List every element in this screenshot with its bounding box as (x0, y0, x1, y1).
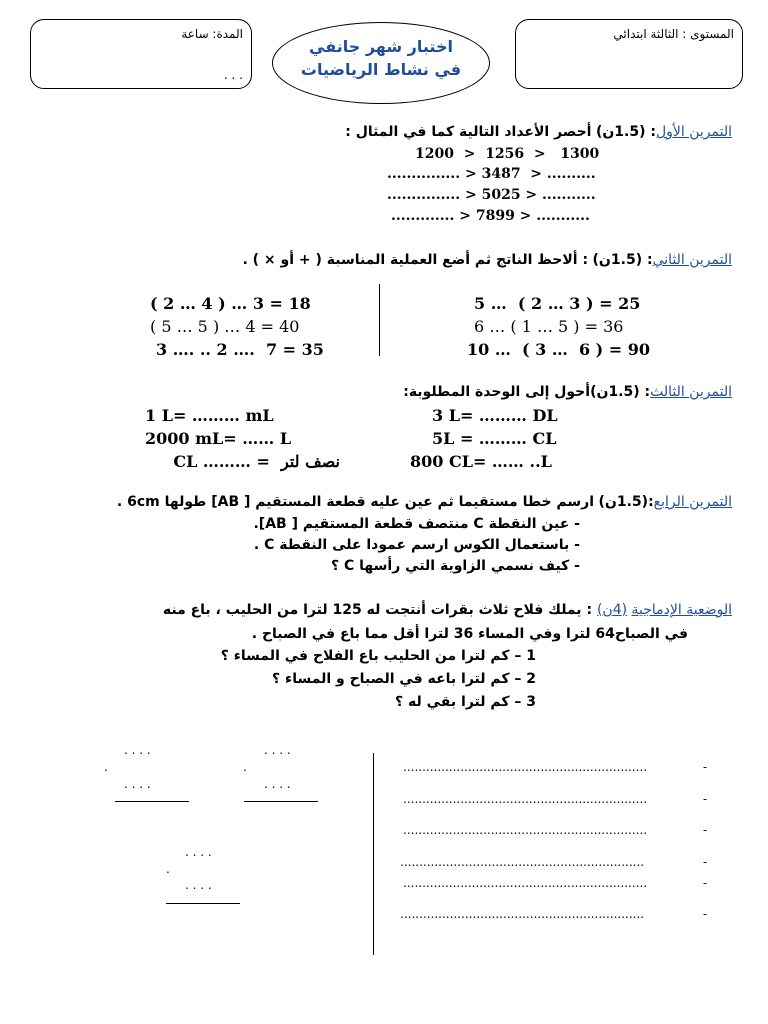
situation-question-3: 3 – كم لترا بقي له ؟ (395, 694, 536, 710)
ex3-label: التمرين الثالث (650, 384, 732, 400)
answer-line-4[interactable]: ................................................................ (400, 855, 645, 869)
ex2-right-1: 5 … ( 2 … 3 ) = 25 (474, 294, 641, 313)
situation-label: الوضعية الإدماجية (631, 602, 732, 618)
answer-line-2[interactable]: ................................................................ (403, 792, 648, 806)
ex2-right-3: 10 … ( 3 … 6 ) = 90 (467, 340, 651, 359)
answer-dash-5: - (703, 876, 708, 890)
answer-line-1[interactable]: ................................................................ (403, 760, 648, 774)
answer-dash-4: - (703, 855, 708, 869)
ex2-left-3: 3 …. .. 2 …. 7 = 35 (156, 340, 324, 359)
ex4-item-1: - عين النقطة C منتصف قطعة المستقيم [ AB]. (253, 516, 580, 532)
calc-2-rule (244, 801, 318, 802)
ex1-heading (345, 124, 732, 140)
ex3-left-2: 2000 mL= …… L (145, 429, 292, 448)
duration-box (30, 19, 252, 89)
ex2-divider (379, 284, 380, 356)
calc-3-bottom: . . . . (185, 878, 212, 892)
answer-line-3[interactable]: ................................................................ (403, 823, 648, 837)
ex1-label: التمرين الأول (655, 124, 732, 140)
situation-heading (163, 602, 732, 618)
situation-text-1: يملك فلاح ثلاث بقرات أنتجت له 125 لترا من الحليب ، باع منه (162, 602, 582, 618)
ex3-right-1: 3 L= ……… DL (432, 406, 558, 425)
situation-question-2: 2 – كم لترا باعه في الصباح و المساء ؟ (272, 671, 536, 687)
calc-1-top: . . . . (124, 743, 151, 757)
ex2-right-2: 6 … ( 1 … 5 ) = 36 (474, 317, 624, 336)
calc-2-bottom: . . . . (264, 777, 291, 791)
answer-dash-3: - (703, 823, 708, 837)
ex3-instruction: أحول إلى الوحدة المطلوبة: (403, 384, 591, 400)
ex2-score: : (1.5ن) (592, 252, 653, 268)
calc-3-rule (166, 903, 240, 904)
calc-3-top: . . . . (185, 845, 212, 859)
ex2-left-2: ( 5 … 5 ) … 4 = 40 (150, 317, 300, 336)
ex2-label: التمرين الثاني (652, 252, 732, 268)
answer-dash-2: - (703, 792, 708, 806)
level-box (515, 19, 743, 89)
situation-text-2: في الصباح64 لترا وفي المساء 36 لترا أقل مما باع في الصباح . (251, 626, 688, 642)
ex3-score: : (1.5ن) (590, 384, 651, 400)
duration-text: المدة: ساعة (181, 27, 243, 41)
ex1-instruction: أحصر الأعداد التالية كما في المثال : (345, 124, 592, 140)
ex2-instruction: : ألاحظ الناتج ثم أضع العملية المناسبة ( + أو × ) . (242, 252, 589, 268)
ex2-heading (242, 252, 732, 268)
situation-score: (4ن) (596, 602, 628, 618)
answer-dash-1: - (703, 760, 708, 774)
calc-2-op: . (243, 760, 247, 774)
title-line1: اختبار شهر جانفي (309, 37, 453, 56)
situation-colon: : (581, 602, 597, 618)
calc-2-top: . . . . (264, 743, 291, 757)
ex2-left-1: ( 2 … 4 ) … 3 = 18 (150, 294, 311, 313)
ex3-left-1: 1 L= ……… mL (145, 406, 274, 425)
ex3-right-3: 800 CL= …… ..L (410, 452, 552, 471)
ex4-item-3: - كيف نسمي الزاوية التي رأسها C ؟ (331, 558, 580, 574)
calc-1-op: . (104, 760, 108, 774)
calc-3-op: . (166, 862, 170, 876)
calc-1-bottom: . . . . (124, 777, 151, 791)
ex4-score: :(1.5ن) (598, 494, 654, 510)
ex4-item-2: - باستعمال الكوس ارسم عمودا على النقطة C . (253, 537, 580, 553)
ex1-score: : (1.5ن) (595, 124, 656, 140)
answer-dash-6: - (703, 907, 708, 921)
ex4-label: التمرين الرابع (653, 494, 732, 510)
answer-line-6[interactable]: ................................................................ (400, 907, 645, 921)
answer-divider (373, 753, 374, 955)
duration-dots: . . . (223, 68, 243, 82)
title-line2: في نشاط الرياضيات (300, 60, 462, 79)
level-text: المستوى : الثالثة ابتدائي (613, 27, 734, 41)
ex3-heading (403, 384, 732, 400)
ex1-row-3: ............... > 5025 > ........... (387, 187, 596, 203)
situation-question-1: 1 – كم لترا من الحليب باع الفلاح في المساء ؟ (220, 648, 536, 664)
ex4-heading (117, 494, 732, 510)
ex3-left-3: نصف لتر = ……… CL (173, 452, 340, 471)
title-oval (272, 22, 490, 104)
ex1-row-4: ............. > 7899 > ........... (391, 208, 590, 224)
ex1-row-1: 1200 > 1256 > 1300 (415, 146, 600, 162)
answer-line-5[interactable]: ................................................................ (403, 876, 648, 890)
calc-1-rule (115, 801, 189, 802)
ex4-instruction: ارسم خطا مستقيما ثم عين عليه قطعة المستقيم [ AB] طولها 6cm . (116, 494, 595, 510)
ex3-right-2: 5L = ……… CL (432, 429, 557, 448)
ex1-row-2: ............... > 3487 > .......... (387, 166, 596, 182)
